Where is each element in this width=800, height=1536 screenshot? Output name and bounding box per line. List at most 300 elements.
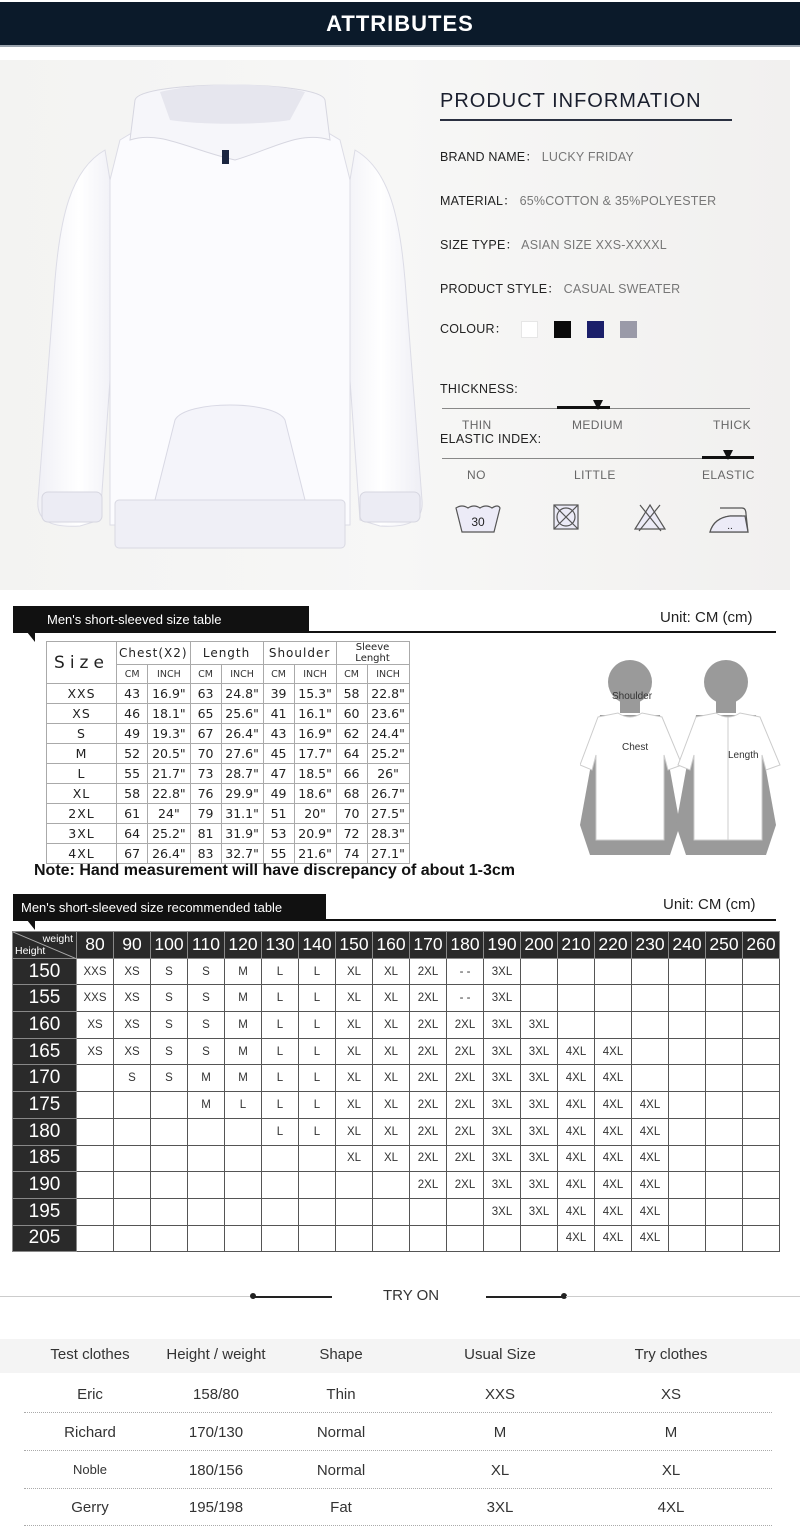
colour-swatch-white[interactable] bbox=[521, 321, 538, 338]
rec-cell: 4XL bbox=[558, 1118, 595, 1145]
rec-cell: 2XL bbox=[447, 1092, 484, 1119]
rec-cell: L bbox=[262, 958, 299, 985]
size-value: 21.7" bbox=[148, 764, 190, 784]
size-value: 41 bbox=[263, 704, 294, 724]
thickness-scale: THIN MEDIUM THICK bbox=[440, 402, 750, 438]
try-on-column-header: Try clothes bbox=[634, 1346, 708, 1363]
try-on-cell: Noble bbox=[73, 1462, 107, 1477]
rec-cell: 2XL bbox=[410, 1118, 447, 1145]
rec-cell: XL bbox=[373, 1092, 410, 1119]
rec-cell: 2XL bbox=[410, 1092, 447, 1119]
rec-cell bbox=[743, 1038, 780, 1065]
size-value: 21.6" bbox=[294, 844, 336, 864]
rec-cell bbox=[521, 1225, 558, 1252]
rec-cell: S bbox=[151, 1038, 188, 1065]
rec-cell bbox=[632, 1012, 669, 1039]
rec-cell: XL bbox=[336, 958, 373, 985]
rec-cell bbox=[632, 985, 669, 1012]
rec-cell: XS bbox=[77, 1012, 114, 1039]
rec-cell: L bbox=[262, 1038, 299, 1065]
rec-cell bbox=[595, 958, 632, 985]
rec-table-unit: Unit: CM (cm) bbox=[663, 896, 756, 913]
rec-cell: 4XL bbox=[558, 1225, 595, 1252]
size-value: 62 bbox=[336, 724, 367, 744]
rec-cell: XXS bbox=[77, 958, 114, 985]
rec-cell: 4XL bbox=[595, 1092, 632, 1119]
rec-cell: 3XL bbox=[521, 1145, 558, 1172]
rec-cell bbox=[114, 1198, 151, 1225]
weight-header: 100 bbox=[151, 932, 188, 959]
rec-cell: XL bbox=[373, 985, 410, 1012]
rec-cell bbox=[410, 1198, 447, 1225]
rec-cell: 3XL bbox=[484, 1012, 521, 1039]
rec-cell: 4XL bbox=[595, 1198, 632, 1225]
size-value: 19.3" bbox=[148, 724, 190, 744]
rec-cell bbox=[706, 1092, 743, 1119]
rec-cell: 4XL bbox=[558, 1172, 595, 1199]
rec-row bbox=[13, 1012, 780, 1039]
try-on-cell: M bbox=[493, 1424, 507, 1441]
rec-cell: XL bbox=[336, 1012, 373, 1039]
size-value: 55 bbox=[117, 764, 148, 784]
size-label: S bbox=[47, 724, 117, 744]
product-panel bbox=[0, 60, 790, 590]
rec-row bbox=[13, 985, 780, 1012]
rec-cell: L bbox=[262, 1065, 299, 1092]
rec-cell: 4XL bbox=[595, 1225, 632, 1252]
size-value: 20" bbox=[294, 804, 336, 824]
thickness-label: THICKNESS: bbox=[440, 382, 519, 397]
rec-cell bbox=[373, 1225, 410, 1252]
divider bbox=[0, 1296, 250, 1297]
size-value: 15.3" bbox=[294, 684, 336, 704]
weight-header: 190 bbox=[484, 932, 521, 959]
try-on-cell: 180/156 bbox=[188, 1462, 244, 1479]
rec-cell bbox=[669, 1145, 706, 1172]
rec-cell bbox=[743, 1172, 780, 1199]
rec-cell bbox=[669, 1172, 706, 1199]
elastic-scale: NO LITTLE ELASTIC bbox=[440, 452, 750, 488]
try-on-cell: Eric bbox=[77, 1386, 103, 1403]
rec-row bbox=[13, 1198, 780, 1225]
rec-cell bbox=[151, 1225, 188, 1252]
rec-cell bbox=[410, 1225, 447, 1252]
rec-cell: XL bbox=[336, 1092, 373, 1119]
rec-cell bbox=[262, 1225, 299, 1252]
try-on-cell: Normal bbox=[316, 1462, 366, 1479]
weight-header: 80 bbox=[77, 932, 114, 959]
banner-tail bbox=[27, 920, 35, 930]
rec-cell: L bbox=[299, 958, 336, 985]
rec-cell: 2XL bbox=[410, 985, 447, 1012]
rec-cell: XL bbox=[373, 958, 410, 985]
rec-cell bbox=[743, 1118, 780, 1145]
size-value: 66 bbox=[336, 764, 367, 784]
rec-cell: M bbox=[188, 1065, 225, 1092]
size-value: 32.7" bbox=[221, 844, 263, 864]
size-value: 39 bbox=[263, 684, 294, 704]
size-table bbox=[46, 641, 410, 864]
try-on-cell: Gerry bbox=[71, 1499, 109, 1516]
weight-header: 170 bbox=[410, 932, 447, 959]
rec-cell: L bbox=[262, 1118, 299, 1145]
rec-cell: 4XL bbox=[632, 1198, 669, 1225]
wash-30-icon bbox=[454, 502, 502, 534]
rec-cell: S bbox=[188, 1012, 225, 1039]
rec-cell: 4XL bbox=[595, 1065, 632, 1092]
size-value: 45 bbox=[263, 744, 294, 764]
svg-text:30: 30 bbox=[471, 515, 485, 530]
shoulder-header: Shoulder bbox=[263, 642, 336, 665]
weight-header: 260 bbox=[743, 932, 780, 959]
rec-cell: 3XL bbox=[521, 1172, 558, 1199]
chest-header: Chest(X2) bbox=[117, 642, 191, 665]
rec-cell bbox=[151, 1198, 188, 1225]
rec-cell bbox=[336, 1225, 373, 1252]
rec-cell: XL bbox=[373, 1012, 410, 1039]
size-value: 24.8" bbox=[221, 684, 263, 704]
row-divider bbox=[24, 1412, 772, 1413]
rec-cell: 4XL bbox=[558, 1198, 595, 1225]
measurement-note: Note: Hand measurement will have discrepancy of about 1-3cm bbox=[34, 862, 516, 879]
rec-cell bbox=[114, 1092, 151, 1119]
rec-row bbox=[13, 958, 780, 985]
product-style-row: PRODUCT STYLE： CASUAL SWEATER bbox=[440, 282, 681, 296]
size-value: 68 bbox=[336, 784, 367, 804]
rec-cell bbox=[447, 1225, 484, 1252]
rec-cell: - - bbox=[447, 985, 484, 1012]
rec-cell bbox=[188, 1145, 225, 1172]
row-divider bbox=[24, 1488, 772, 1489]
size-value: 26.4" bbox=[148, 844, 190, 864]
rec-cell bbox=[669, 1065, 706, 1092]
rec-cell bbox=[151, 1145, 188, 1172]
unit-subheader: INCH bbox=[294, 665, 336, 684]
size-value: 16.1" bbox=[294, 704, 336, 724]
iron-low-icon bbox=[708, 502, 752, 534]
unit-subheader: CM bbox=[117, 665, 148, 684]
unit-subheader: INCH bbox=[148, 665, 190, 684]
height-header: 185 bbox=[13, 1145, 77, 1172]
svg-text:Shoulder: Shoulder bbox=[612, 691, 653, 702]
rec-cell: 4XL bbox=[558, 1065, 595, 1092]
rec-cell bbox=[706, 1118, 743, 1145]
size-value: 58 bbox=[117, 784, 148, 804]
rec-cell: XL bbox=[373, 1145, 410, 1172]
size-label: XS bbox=[47, 704, 117, 724]
rec-cell: 2XL bbox=[410, 1012, 447, 1039]
size-value: 46 bbox=[117, 704, 148, 724]
rec-cell: L bbox=[299, 1012, 336, 1039]
row-divider bbox=[24, 1450, 772, 1451]
rec-cell bbox=[743, 1198, 780, 1225]
size-value: 28.3" bbox=[367, 824, 409, 844]
size-header: Size bbox=[47, 642, 117, 684]
weight-header: 160 bbox=[373, 932, 410, 959]
thickness-marker-icon bbox=[593, 400, 603, 410]
size-label: M bbox=[47, 744, 117, 764]
height-header: 180 bbox=[13, 1118, 77, 1145]
rec-cell: M bbox=[225, 958, 262, 985]
weight-header: 220 bbox=[595, 932, 632, 959]
rec-cell: XXS bbox=[77, 985, 114, 1012]
size-label: 4XL bbox=[47, 844, 117, 864]
rec-cell bbox=[743, 985, 780, 1012]
rec-cell: 3XL bbox=[484, 1198, 521, 1225]
rec-cell bbox=[151, 1172, 188, 1199]
rec-cell bbox=[558, 1012, 595, 1039]
size-value: 67 bbox=[117, 844, 148, 864]
weight-header: 120 bbox=[225, 932, 262, 959]
size-row bbox=[47, 764, 410, 784]
rec-cell: 2XL bbox=[410, 1065, 447, 1092]
rec-cell: 3XL bbox=[521, 1118, 558, 1145]
rec-cell bbox=[151, 1092, 188, 1119]
rec-cell: XS bbox=[114, 958, 151, 985]
size-value: 81 bbox=[190, 824, 221, 844]
height-header: 160 bbox=[13, 1012, 77, 1039]
rec-cell bbox=[77, 1118, 114, 1145]
height-header: 165 bbox=[13, 1038, 77, 1065]
rec-cell: 3XL bbox=[521, 1198, 558, 1225]
rec-cell: 3XL bbox=[521, 1065, 558, 1092]
size-label: XXS bbox=[47, 684, 117, 704]
size-label: 2XL bbox=[47, 804, 117, 824]
size-value: 24.4" bbox=[367, 724, 409, 744]
rec-row bbox=[13, 1172, 780, 1199]
size-value: 18.5" bbox=[294, 764, 336, 784]
rec-row bbox=[13, 1038, 780, 1065]
size-value: 70 bbox=[190, 744, 221, 764]
rec-cell: 2XL bbox=[447, 1038, 484, 1065]
size-label: 3XL bbox=[47, 824, 117, 844]
rec-cell: 3XL bbox=[521, 1012, 558, 1039]
size-row bbox=[47, 744, 410, 764]
size-value: 61 bbox=[117, 804, 148, 824]
size-value: 27.1" bbox=[367, 844, 409, 864]
rec-cell: 3XL bbox=[484, 1038, 521, 1065]
size-value: 20.9" bbox=[294, 824, 336, 844]
rec-cell: L bbox=[262, 985, 299, 1012]
rec-cell bbox=[336, 1172, 373, 1199]
try-on-cell: XS bbox=[660, 1386, 682, 1403]
rec-cell bbox=[669, 1012, 706, 1039]
rec-cell: XS bbox=[114, 1012, 151, 1039]
size-value: 70 bbox=[336, 804, 367, 824]
size-row bbox=[47, 704, 410, 724]
weight-header: 230 bbox=[632, 932, 669, 959]
height-header: 170 bbox=[13, 1065, 77, 1092]
rec-cell: 4XL bbox=[632, 1145, 669, 1172]
rec-cell bbox=[77, 1065, 114, 1092]
rec-cell bbox=[299, 1145, 336, 1172]
rec-cell bbox=[595, 1012, 632, 1039]
rec-cell: 2XL bbox=[447, 1145, 484, 1172]
divider bbox=[252, 1296, 332, 1298]
rec-cell bbox=[706, 1145, 743, 1172]
rec-cell: 2XL bbox=[447, 1065, 484, 1092]
size-row bbox=[47, 784, 410, 804]
rec-cell: M bbox=[188, 1092, 225, 1119]
height-header: 155 bbox=[13, 985, 77, 1012]
rec-row bbox=[13, 1092, 780, 1119]
size-value: 22.8" bbox=[148, 784, 190, 804]
rec-cell bbox=[669, 1225, 706, 1252]
weight-header: 240 bbox=[669, 932, 706, 959]
rec-cell: S bbox=[114, 1065, 151, 1092]
divider bbox=[566, 1296, 800, 1297]
rec-cell: 4XL bbox=[558, 1092, 595, 1119]
colour-swatch-black[interactable] bbox=[554, 321, 571, 338]
rec-cell bbox=[743, 1012, 780, 1039]
weight-header: 110 bbox=[188, 932, 225, 959]
rec-cell bbox=[669, 985, 706, 1012]
size-value: 31.1" bbox=[221, 804, 263, 824]
rec-cell bbox=[188, 1198, 225, 1225]
rec-cell bbox=[743, 958, 780, 985]
rec-cell: XL bbox=[373, 1065, 410, 1092]
svg-text:Length: Length bbox=[728, 750, 759, 761]
rec-cell bbox=[706, 1065, 743, 1092]
rec-cell bbox=[373, 1198, 410, 1225]
rec-cell bbox=[225, 1225, 262, 1252]
rec-cell: 3XL bbox=[484, 1145, 521, 1172]
size-value: 29.9" bbox=[221, 784, 263, 804]
rec-cell bbox=[706, 1198, 743, 1225]
rec-cell bbox=[743, 1145, 780, 1172]
rec-cell bbox=[299, 1198, 336, 1225]
rec-cell bbox=[188, 1118, 225, 1145]
size-value: 64 bbox=[336, 744, 367, 764]
material-row: MATERIAL： 65%COTTON & 35%POLYESTER bbox=[440, 194, 717, 208]
rec-cell: L bbox=[299, 1092, 336, 1119]
rec-cell bbox=[743, 1065, 780, 1092]
weight-header: 90 bbox=[114, 932, 151, 959]
try-on-cell: Fat bbox=[330, 1499, 352, 1516]
rec-cell: 3XL bbox=[484, 958, 521, 985]
size-value: 27.5" bbox=[367, 804, 409, 824]
weight-header: 180 bbox=[447, 932, 484, 959]
size-value: 63 bbox=[190, 684, 221, 704]
rec-cell bbox=[632, 958, 669, 985]
attributes-header bbox=[0, 2, 800, 47]
try-on-cell: XXS bbox=[484, 1386, 516, 1403]
rec-cell bbox=[706, 1172, 743, 1199]
rec-cell: S bbox=[151, 1065, 188, 1092]
rec-cell bbox=[77, 1145, 114, 1172]
size-value: 31.9" bbox=[221, 824, 263, 844]
rec-cell bbox=[669, 1038, 706, 1065]
rec-cell bbox=[77, 1172, 114, 1199]
size-value: 24" bbox=[148, 804, 190, 824]
rec-cell: 2XL bbox=[447, 1172, 484, 1199]
rec-cell: 2XL bbox=[447, 1118, 484, 1145]
hoodie-image bbox=[20, 80, 440, 560]
rec-cell bbox=[558, 985, 595, 1012]
rec-cell: L bbox=[262, 1092, 299, 1119]
rec-cell: 3XL bbox=[484, 1065, 521, 1092]
try-on-cell: Normal bbox=[316, 1424, 366, 1441]
divider bbox=[486, 1296, 564, 1298]
colour-swatches bbox=[521, 321, 637, 338]
rec-cell bbox=[632, 1038, 669, 1065]
rec-cell bbox=[77, 1225, 114, 1252]
size-value: 73 bbox=[190, 764, 221, 784]
size-value: 26.7" bbox=[367, 784, 409, 804]
rec-cell: 2XL bbox=[410, 1145, 447, 1172]
rec-cell bbox=[743, 1092, 780, 1119]
rec-cell bbox=[706, 958, 743, 985]
colour-swatch-navy[interactable] bbox=[587, 321, 604, 338]
divider-dot bbox=[250, 1293, 256, 1299]
rec-cell: S bbox=[151, 1012, 188, 1039]
elastic-index-label: ELASTIC INDEX: bbox=[440, 432, 542, 447]
size-label: XL bbox=[47, 784, 117, 804]
rec-cell: 4XL bbox=[558, 1145, 595, 1172]
rec-row bbox=[13, 1225, 780, 1252]
colour-swatch-grey[interactable] bbox=[620, 321, 637, 338]
rec-cell: 2XL bbox=[447, 1012, 484, 1039]
rec-cell bbox=[595, 985, 632, 1012]
row-divider bbox=[24, 1525, 772, 1526]
rec-cell: 4XL bbox=[595, 1038, 632, 1065]
rec-cell bbox=[632, 1065, 669, 1092]
length-header: Length bbox=[190, 642, 263, 665]
svg-text:..: .. bbox=[727, 521, 733, 533]
product-info-title: PRODUCT INFORMATION bbox=[440, 90, 732, 121]
try-on-cell: Richard bbox=[64, 1424, 116, 1441]
size-value: 55 bbox=[263, 844, 294, 864]
rec-cell bbox=[373, 1172, 410, 1199]
try-on-cell: XL bbox=[661, 1462, 681, 1479]
size-value: 43 bbox=[117, 684, 148, 704]
try-on-column-header: Shape bbox=[319, 1346, 363, 1363]
height-header: 205 bbox=[13, 1225, 77, 1252]
weight-header: 250 bbox=[706, 932, 743, 959]
rec-cell: XL bbox=[336, 1065, 373, 1092]
rec-cell bbox=[151, 1118, 188, 1145]
rec-cell bbox=[114, 1118, 151, 1145]
rec-cell: 2XL bbox=[410, 1172, 447, 1199]
rec-cell: 4XL bbox=[595, 1118, 632, 1145]
rec-cell: L bbox=[299, 985, 336, 1012]
rec-cell: S bbox=[151, 985, 188, 1012]
size-value: 27.6" bbox=[221, 744, 263, 764]
rec-cell: 3XL bbox=[521, 1092, 558, 1119]
weight-header: 200 bbox=[521, 932, 558, 959]
rec-cell: 3XL bbox=[484, 1092, 521, 1119]
recommended-size-table bbox=[12, 931, 780, 1252]
size-value: 26.4" bbox=[221, 724, 263, 744]
size-value: 25.6" bbox=[221, 704, 263, 724]
size-value: 65 bbox=[190, 704, 221, 724]
rec-cell bbox=[669, 1118, 706, 1145]
size-type-row: SIZE TYPE： ASIAN SIZE XXS-XXXXL bbox=[440, 238, 667, 252]
rec-cell: 4XL bbox=[595, 1172, 632, 1199]
weight-header: 210 bbox=[558, 932, 595, 959]
size-value: 49 bbox=[117, 724, 148, 744]
rec-cell bbox=[225, 1172, 262, 1199]
rec-cell: XS bbox=[114, 985, 151, 1012]
size-value: 28.7" bbox=[221, 764, 263, 784]
unit-subheader: CM bbox=[190, 665, 221, 684]
try-on-cell: Thin bbox=[326, 1386, 356, 1403]
size-value: 52 bbox=[117, 744, 148, 764]
size-value: 67 bbox=[190, 724, 221, 744]
rec-row bbox=[13, 1145, 780, 1172]
rec-cell: M bbox=[225, 985, 262, 1012]
rec-cell: XL bbox=[373, 1038, 410, 1065]
